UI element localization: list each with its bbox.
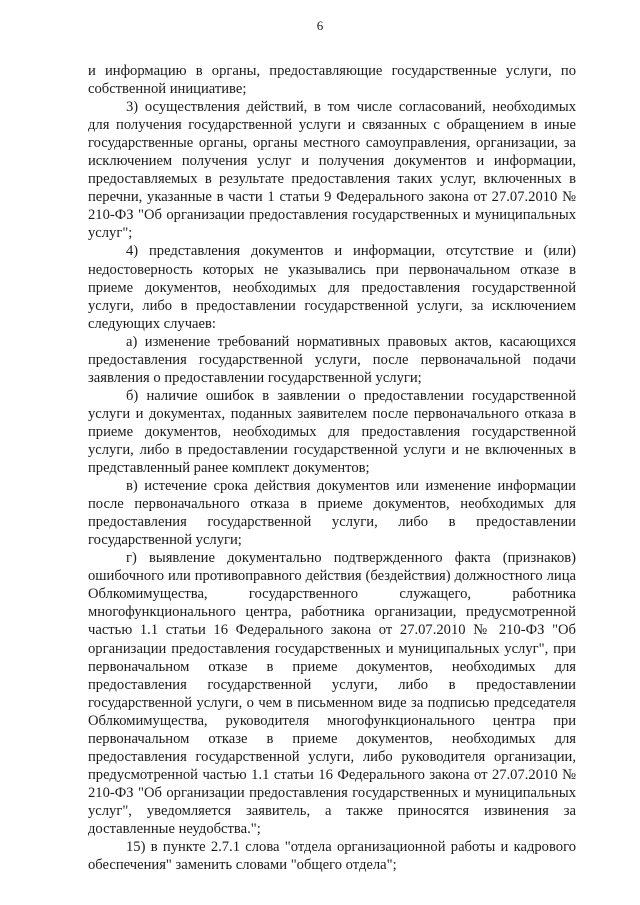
- paragraph-subitem-g: г) выявление документально подтвержденного факта (признаков) ошибочного или противоправного действия (бездействия) должностного лица Облкомимущества, государственного служащего, работника многофункционального центра, работника организации, предусмотренной частью 1.1 статьи 16 Федерального закона от 27.07.2010 № 210-ФЗ "Об организации предоставления государственных и муниципальных услуг", при первоначальном отказе в приеме документов, необходимых для предоставления государственной услуги, либо в предоставлении государственной услуги, о чем в письменном виде за подписью председателя Облкомимущества, руководителя многофункционального центра при первоначальном отказе в приеме документов, необходимых для предоставления государственной услуги, либо руководителя организации, предусмотренной частью 1.1 статьи 16 Федерального закона от 27.07.2010 № 210-ФЗ "Об организации предоставления государственных и муниципальных услуг", уведомляется заявитель, а также приносятся извинения за доставленные неудобства.";: [88, 550, 576, 837]
- paragraph-continuation: и информацию в органы, предоставляющие государственные услуги, по собственной инициативе;: [88, 63, 576, 98]
- paragraph-item-15: 15) в пункте 2.7.1 слова "отдела организационной работы и кадрового обеспечения" заменить словами "общего отдела";: [88, 839, 576, 874]
- paragraph-subitem-v: в) истечение срока действия документов или изменение информации после первоначального отказа в приеме документов, необходимых для предоставления государственной услуги, либо в предоставлении государственной услуги;: [88, 478, 576, 549]
- document-body: [88, 62, 576, 874]
- paragraph-item-3: 3) осуществления действий, в том числе согласований, необходимых для получения государственной услуги и связанных с обращением в иные государственные органы, органы местного самоуправления, организации, за исключением получения услуг и получения документов и информации, предоставляемых в результате предоставления таких услуг, включенных в перечни, указанные в части 1 статьи 9 Федерального закона от 27.07.2010 № 210-ФЗ "Об организации предоставления государственных и муниципальных услуг";: [88, 99, 576, 242]
- paragraph-subitem-a: а) изменение требований нормативных правовых актов, касающихся предоставления государственной услуги, после первоначальной подачи заявления о предоставлении государственной услуги;: [88, 333, 576, 386]
- paragraph-item-4: 4) представления документов и информации, отсутствие и (или) недостоверность которых не указывались при первоначальном отказе в приеме документов, необходимых для предоставления государственной услуги, либо в предоставлении государственной услуги, за исключением следующих случаев:: [88, 243, 576, 332]
- page-number: 6: [316, 18, 324, 33]
- paragraph-subitem-b: б) наличие ошибок в заявлении о предоставлении государственной услуги и документах, поданных заявителем после первоначального отказа в приеме документов, необходимых для предоставления государственной услуги, либо в предоставлении государственной услуги и не включенных в представленный ранее комплект документов;: [88, 387, 576, 477]
